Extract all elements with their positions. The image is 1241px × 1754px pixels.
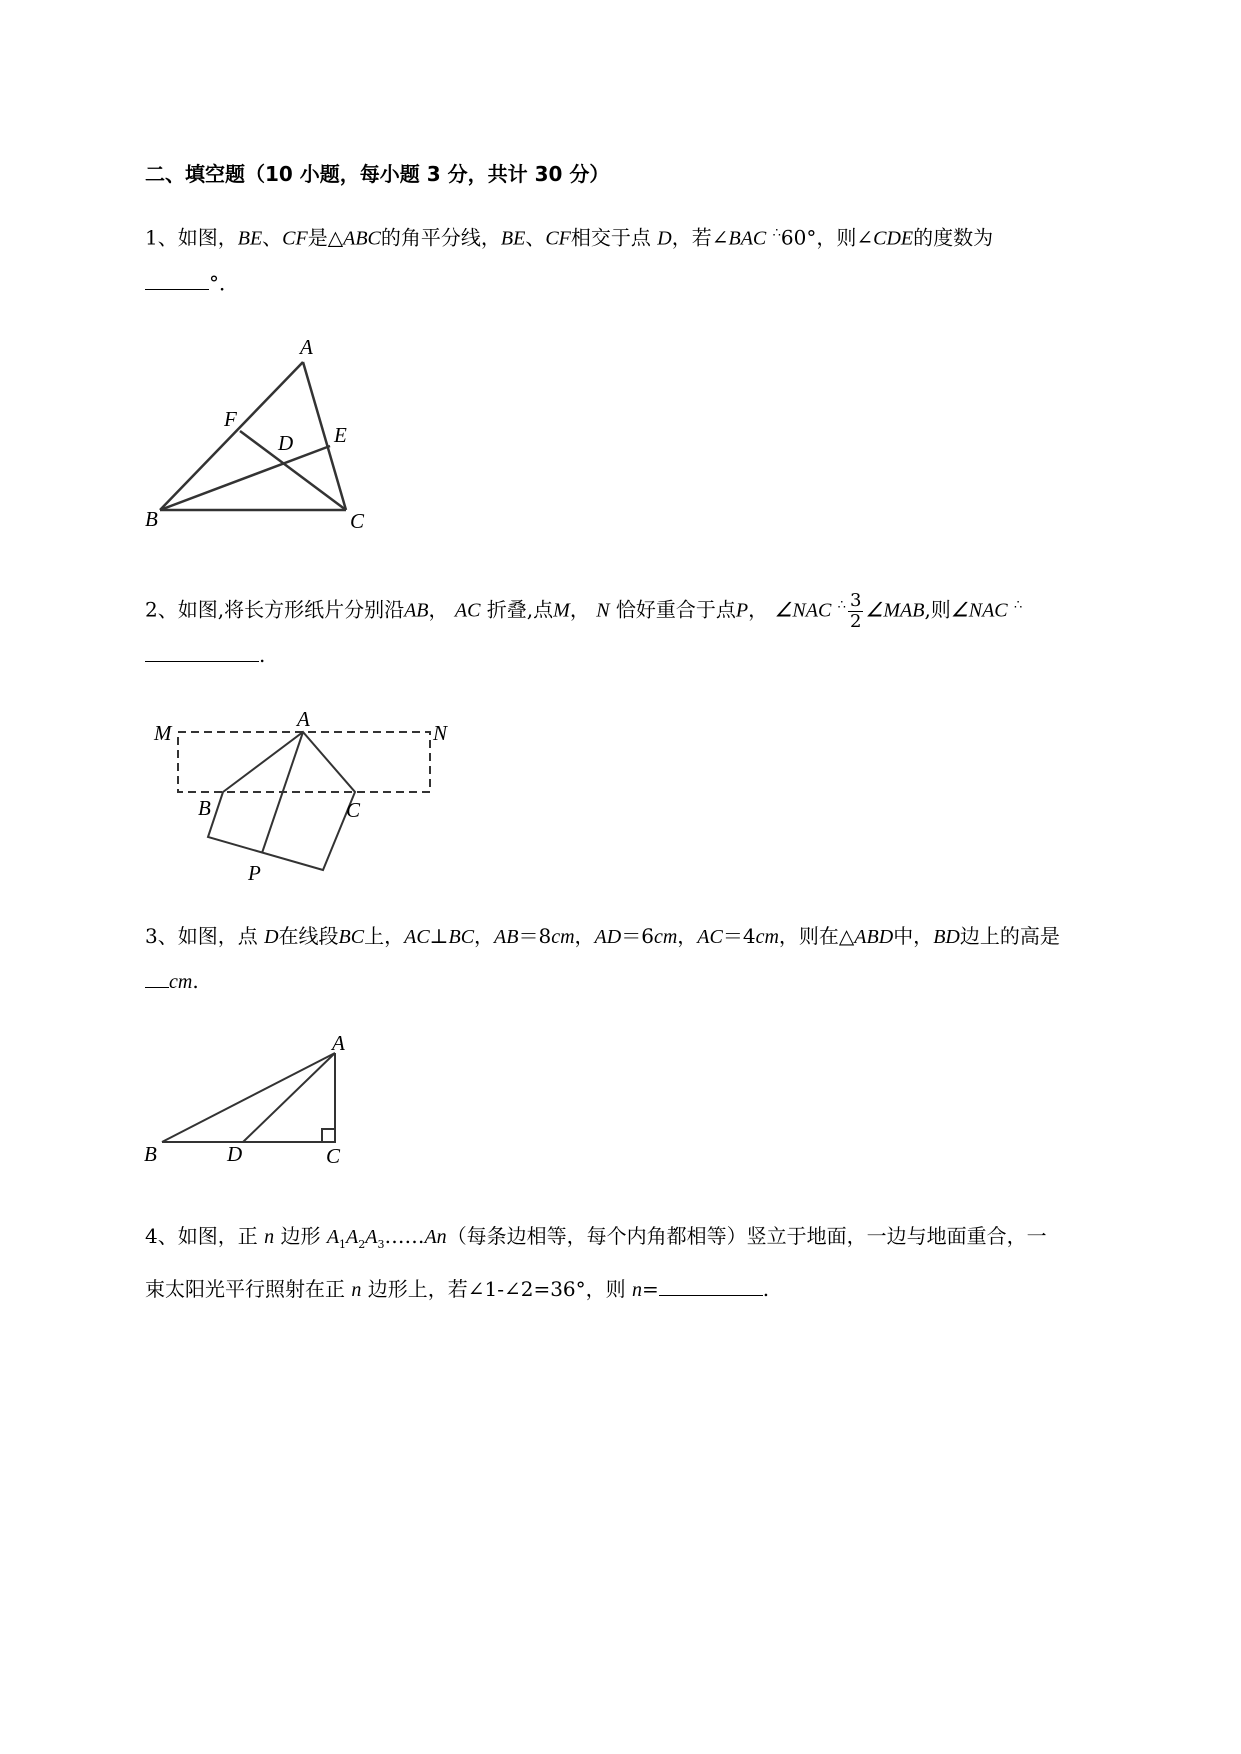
q1-label-a: A: [300, 335, 313, 359]
q3-text-9: ＝4: [722, 924, 756, 948]
q2-ac: AC: [454, 599, 481, 622]
q3-perp: ⊥: [429, 924, 449, 948]
q2-answer-blank[interactable]: [145, 643, 259, 662]
q1-number: 1、: [145, 225, 178, 250]
q4-number: 4、: [145, 1224, 178, 1248]
q4-sub-3: 3: [377, 1238, 385, 1251]
q3-abd: ABD: [854, 926, 894, 948]
q2-m: M: [553, 599, 570, 622]
q4-n: n: [264, 1226, 275, 1248]
q2-number: 2、: [145, 597, 178, 622]
q2-therefore-glyph-2: ∴: [1013, 598, 1023, 613]
q2-nac-2: ∠NAC: [950, 599, 1008, 622]
q1-be: BE: [237, 227, 263, 250]
q2-mab: ∠MAB: [865, 599, 925, 622]
q1-text-7: ，若∠: [671, 225, 729, 250]
question-2: [145, 584, 1145, 677]
q2-text-5: 恰好重合于点: [615, 597, 736, 622]
q1-cf-2: CF: [545, 227, 571, 250]
q2-label-a: A: [297, 707, 310, 731]
q4-text-3: ……: [384, 1224, 425, 1248]
q3-figure: [140, 1031, 370, 1185]
q1-d: D: [657, 227, 672, 250]
q3-line-ab: [162, 1053, 335, 1142]
q3-cm-2: cm: [653, 926, 678, 948]
q2-p: P: [735, 599, 749, 622]
q1-bac: BAC: [728, 227, 767, 250]
q3-bd: BD: [933, 926, 960, 948]
q1-value: 60°: [780, 225, 817, 250]
q1-be-2: BE: [500, 227, 526, 250]
q2-tail: .: [259, 642, 266, 667]
q2-text-6: ，: [748, 597, 769, 622]
q2-text-4: ，: [569, 597, 590, 622]
q3-text-5: ＝8: [518, 924, 552, 948]
q1-cde: CDE: [873, 227, 914, 250]
q4-text-6: 边形上，若∠1-∠2=36°，则: [367, 1277, 626, 1301]
q1-text-5: 、: [525, 225, 546, 250]
q4-text-7: =: [642, 1277, 659, 1301]
q4-a1: A: [326, 1226, 340, 1248]
q1-label-b: B: [145, 507, 158, 531]
q3-text-12: 边上的高是: [959, 924, 1060, 948]
q3-label-c: C: [326, 1144, 341, 1168]
q1-label-e: E: [334, 423, 347, 447]
q4-text-4: （每条边相等，每个内角都相等）竖立于地面，一边与地面重合，一: [446, 1224, 1047, 1248]
q2-frac-den: 2: [849, 610, 862, 632]
q2-label-p: P: [248, 861, 261, 885]
q2-text-3: 折叠,点: [486, 597, 554, 622]
q3-text-10: ，则在△: [778, 924, 855, 948]
q2-label-m: M: [154, 721, 172, 745]
q2-ab: AB: [404, 599, 429, 622]
q1-cf: CF: [282, 227, 308, 250]
q2-figure: [140, 700, 470, 900]
q3-bc-2: BC: [448, 926, 475, 948]
q3-right-angle-mark: [322, 1129, 335, 1142]
section-title: 二、填空题（10 小题，每小题 3 分，共计 30 分）: [145, 162, 610, 186]
q2-label-n: N: [433, 721, 448, 745]
q1-text-6: 相交于点: [570, 225, 651, 250]
q3-text-2: 在线段: [278, 924, 339, 948]
q1-text-3: 是△: [307, 225, 344, 250]
q3-label-a: A: [332, 1031, 345, 1055]
q1-therefore-glyph: ∴: [772, 226, 781, 241]
q1-tail: °．: [209, 270, 239, 295]
q2-folded-quadrilateral: [208, 732, 355, 870]
q1-text-4: 的角平分线，: [380, 225, 501, 250]
q3-text-4: ，: [474, 924, 495, 948]
q3-text-8: ，: [677, 924, 698, 948]
q4-sub-1: 1: [339, 1238, 347, 1251]
q3-text-6: ，: [574, 924, 595, 948]
q4-text-2: 边形: [280, 1224, 321, 1248]
q4-sub-2: 2: [358, 1238, 366, 1251]
q2-frac-num: 3: [849, 589, 862, 611]
q1-text-9: 的度数为: [913, 225, 994, 250]
q4-answer-blank[interactable]: [659, 1277, 763, 1296]
q2-therefore-glyph: ∴: [837, 598, 846, 613]
q3-cm-3: cm: [755, 926, 779, 948]
q1-label-d: D: [278, 431, 294, 455]
q3-d: D: [264, 926, 279, 948]
q1-abc: ABC: [343, 227, 381, 250]
q4-a3: A: [365, 1226, 378, 1248]
q3-ac: AC: [404, 926, 430, 948]
q4-an: An: [424, 1226, 447, 1248]
q4-text-1: 如图，正: [177, 1224, 258, 1248]
q4-n-3: n: [632, 1279, 643, 1301]
q1-label-f: F: [224, 407, 237, 431]
q3-label-b: B: [144, 1142, 157, 1166]
q2-dashed-rectangle: [178, 732, 430, 792]
q4-text-5: 束太阳光平行照射在正: [145, 1277, 345, 1301]
q2-label-c: C: [346, 798, 361, 822]
q2-nac: ∠NAC: [774, 599, 832, 622]
q1-label-c: C: [350, 509, 365, 533]
q2-fraction: [848, 591, 863, 632]
q4-tail: .: [762, 1277, 770, 1301]
q3-tail: .: [192, 969, 199, 993]
q3-text-7: ＝6: [621, 924, 654, 948]
q3-text-11: 中，: [893, 924, 934, 948]
q3-label-d: D: [227, 1142, 243, 1166]
q3-ac-2: AC: [697, 926, 723, 948]
q1-text-2: 、: [262, 225, 283, 250]
q3-ad: AD: [594, 926, 622, 948]
q2-text-1: 如图,将长方形纸片分别沿: [177, 597, 405, 622]
q1-answer-blank[interactable]: [145, 271, 209, 290]
q3-unit: cm: [169, 971, 193, 993]
q1-figure: [140, 330, 380, 533]
question-4: [145, 1214, 1145, 1312]
q3-answer-blank[interactable]: [145, 969, 169, 988]
q1-text-8: ，则∠: [816, 225, 874, 250]
q3-ab: AB: [494, 926, 519, 948]
q2-label-b: B: [198, 796, 211, 820]
q2-n: N: [596, 599, 610, 622]
q4-n-2: n: [351, 1279, 362, 1301]
q4-a2: A: [346, 1226, 359, 1248]
q3-number: 3、: [145, 924, 178, 948]
question-3: [145, 914, 1145, 1004]
question-1: [145, 212, 1145, 305]
q3-text-3: 上，: [364, 924, 405, 948]
q2-text-2: ，: [428, 597, 449, 622]
q1-text-1: 如图，: [177, 225, 238, 250]
q2-text-7: ,则: [924, 597, 951, 622]
q3-text-1: 如图，点: [177, 924, 258, 948]
q3-bc: BC: [338, 926, 365, 948]
q3-cm-1: cm: [551, 926, 575, 948]
